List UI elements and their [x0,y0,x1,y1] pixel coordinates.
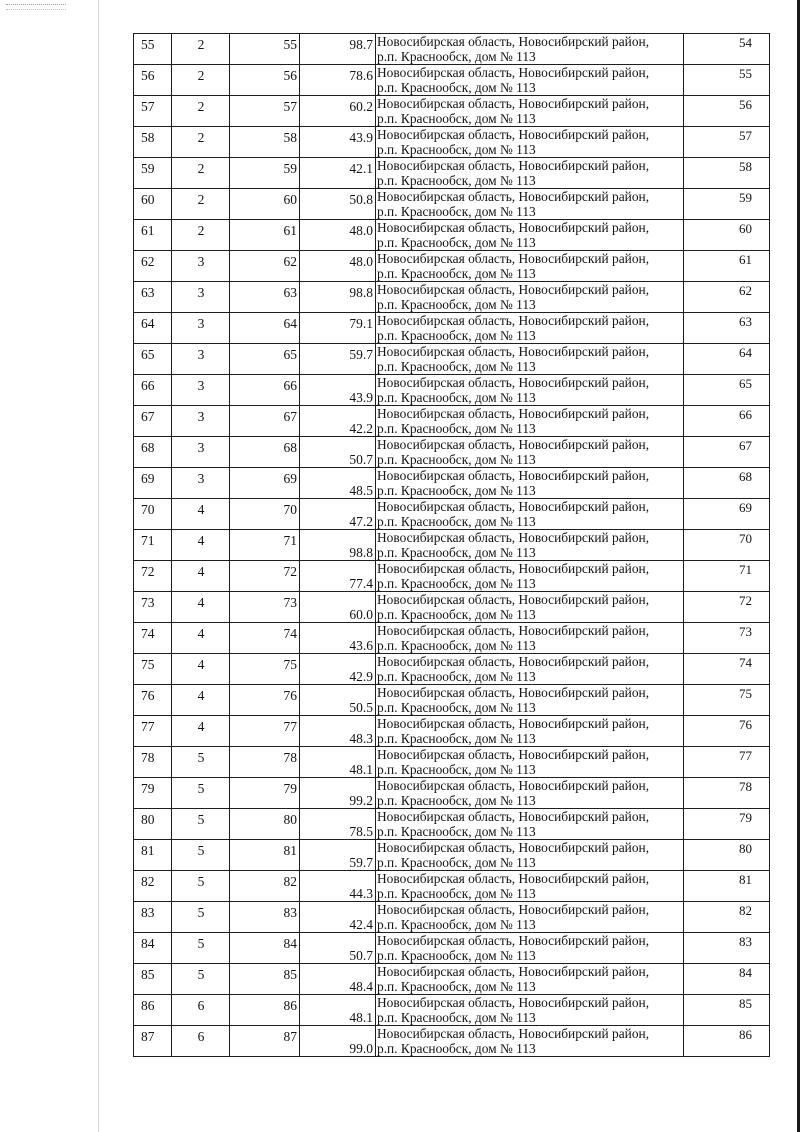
apartment-number: 78 [283,750,297,765]
apartment-number: 85 [283,967,297,982]
apartment-number: 63 [283,285,297,300]
record-index: 81 [739,872,752,887]
row-number: 55 [141,37,155,52]
record-index: 66 [739,407,752,422]
address-cell [377,531,677,560]
row-number: 80 [141,812,155,827]
address-line-1: Новосибирская область, Новосибирский район, [377,561,650,576]
address-line-1: Новосибирская область, Новосибирский район, [377,964,650,979]
apartment-number: 59 [283,161,297,176]
apartment-area: 48.5 [349,483,373,498]
row-number: 56 [141,68,155,83]
apartment-area: 48.1 [349,762,373,777]
grid-line-vertical [133,33,134,1057]
record-index: 75 [739,686,752,701]
address-line-1: Новосибирская область, Новосибирский район, [377,127,650,142]
row-number: 75 [141,657,155,672]
apartment-area: 78.5 [349,824,373,839]
grid-line-vertical [683,33,684,1057]
row-number: 68 [141,440,155,455]
grid-line-vertical [171,33,172,1057]
address-cell [377,252,677,281]
row-number: 61 [141,223,155,238]
record-index: 56 [739,97,752,112]
row-number: 83 [141,905,155,920]
floor-number: 4 [197,657,205,672]
address-cell [377,934,677,963]
address-line-1: Новосибирская область, Новосибирский район, [377,189,650,204]
address-line-2: р.п. Краснообск, дом № 113 [377,606,536,622]
address-line-1: Новосибирская область, Новосибирский район, [377,592,650,607]
row-number: 64 [141,316,155,331]
row-number: 66 [141,378,155,393]
apartment-area: 48.1 [349,1010,373,1025]
apartment-area: 59.7 [349,855,373,870]
apartment-area: 50.7 [349,948,373,963]
apartment-number: 83 [283,905,297,920]
apartment-area: 59.7 [349,347,373,362]
row-number: 78 [141,750,155,765]
apartment-number: 62 [283,254,297,269]
row-number: 87 [141,1029,155,1044]
record-index: 58 [739,159,752,174]
address-line-2: р.п. Краснообск, дом № 113 [377,978,536,994]
apartment-area: 60.0 [349,607,373,622]
address-cell [377,221,677,250]
address-line-1: Новосибирская область, Новосибирский район, [377,623,650,638]
record-index: 77 [739,748,752,763]
apartment-number: 71 [283,533,297,548]
address-cell [377,407,677,436]
address-line-1: Новосибирская область, Новосибирский район, [377,251,650,266]
address-line-2: р.п. Краснообск, дом № 113 [377,916,536,932]
floor-number: 5 [197,967,205,982]
address-line-1: Новосибирская область, Новосибирский район, [377,34,650,49]
address-line-2: р.п. Краснообск, дом № 113 [377,265,536,281]
apartment-number: 80 [283,812,297,827]
floor-number: 2 [197,68,205,83]
address-line-2: р.п. Краснообск, дом № 113 [377,389,536,405]
floor-number: 2 [197,192,205,207]
apartment-number: 79 [283,781,297,796]
address-line-2: р.п. Краснообск, дом № 113 [377,141,536,157]
record-index: 71 [739,562,752,577]
address-line-1: Новосибирская область, Новосибирский район, [377,840,650,855]
apartment-number: 60 [283,192,297,207]
record-index: 67 [739,438,752,453]
floor-number: 5 [197,750,205,765]
record-index: 55 [739,66,752,81]
address-line-2: р.п. Краснообск, дом № 113 [377,699,536,715]
address-cell [377,841,677,870]
address-cell [377,593,677,622]
apartment-area: 98.8 [349,545,373,560]
row-number: 84 [141,936,155,951]
floor-number: 5 [197,812,205,827]
address-line-2: р.п. Краснообск, дом № 113 [377,482,536,498]
address-line-1: Новосибирская область, Новосибирский район, [377,933,650,948]
apartment-number: 61 [283,223,297,238]
address-line-1: Новосибирская область, Новосибирский район, [377,313,650,328]
address-line-1: Новосибирская область, Новосибирский район, [377,220,650,235]
apartment-number: 68 [283,440,297,455]
apartment-number: 69 [283,471,297,486]
address-cell [377,66,677,95]
address-line-1: Новосибирская область, Новосибирский район, [377,65,650,80]
apartment-area: 79.1 [349,316,373,331]
record-index: 85 [739,996,752,1011]
address-cell [377,872,677,901]
address-line-2: р.п. Краснообск, дом № 113 [377,358,536,374]
floor-number: 3 [197,254,205,269]
address-line-1: Новосибирская область, Новосибирский район, [377,902,650,917]
apartment-area: 48.3 [349,731,373,746]
floor-number: 2 [197,99,205,114]
address-cell [377,562,677,591]
apartment-number: 72 [283,564,297,579]
address-line-1: Новосибирская область, Новосибирский район, [377,654,650,669]
address-line-2: р.п. Краснообск, дом № 113 [377,513,536,529]
row-number: 81 [141,843,155,858]
row-number: 69 [141,471,155,486]
apartment-area: 42.1 [349,161,373,176]
apartment-registry-table [133,33,769,1056]
address-cell [377,500,677,529]
address-line-1: Новосибирская область, Новосибирский район, [377,375,650,390]
row-number: 74 [141,626,155,641]
apartment-number: 84 [283,936,297,951]
address-cell [377,314,677,343]
row-number: 58 [141,130,155,145]
record-index: 76 [739,717,752,732]
floor-number: 3 [197,285,205,300]
address-line-2: р.п. Краснообск, дом № 113 [377,575,536,591]
apartment-number: 82 [283,874,297,889]
address-cell [377,686,677,715]
record-index: 82 [739,903,752,918]
grid-line-vertical [769,33,770,1057]
apartment-number: 67 [283,409,297,424]
grid-line-vertical [375,33,376,1057]
apartment-area: 99.2 [349,793,373,808]
address-line-2: р.п. Краснообск, дом № 113 [377,79,536,95]
floor-number: 2 [197,223,205,238]
row-number: 77 [141,719,155,734]
address-line-1: Новосибирская область, Новосибирский район, [377,809,650,824]
floor-number: 5 [197,874,205,889]
record-index: 69 [739,500,752,515]
apartment-area: 50.8 [349,192,373,207]
address-line-2: р.п. Краснообск, дом № 113 [377,48,536,64]
record-index: 78 [739,779,752,794]
record-index: 70 [739,531,752,546]
grid-line-vertical [299,33,300,1057]
address-line-2: р.п. Краснообск, дом № 113 [377,761,536,777]
address-line-2: р.п. Краснообск, дом № 113 [377,1009,536,1025]
address-cell [377,190,677,219]
address-line-1: Новосибирская область, Новосибирский район, [377,344,650,359]
row-number: 76 [141,688,155,703]
record-index: 63 [739,314,752,329]
floor-number: 4 [197,595,205,610]
row-number: 82 [141,874,155,889]
apartment-number: 70 [283,502,297,517]
row-number: 65 [141,347,155,362]
apartment-number: 55 [283,37,297,52]
address-cell [377,128,677,157]
apartment-number: 77 [283,719,297,734]
apartment-area: 50.7 [349,452,373,467]
floor-number: 4 [197,533,205,548]
floor-number: 6 [197,1029,205,1044]
apartment-area: 50.5 [349,700,373,715]
address-cell [377,996,677,1025]
record-index: 72 [739,593,752,608]
floor-number: 3 [197,316,205,331]
apartment-area: 98.7 [349,37,373,52]
row-number: 79 [141,781,155,796]
address-line-1: Новосибирская область, Новосибирский район, [377,499,650,514]
address-line-1: Новосибирская область, Новосибирский район, [377,96,650,111]
apartment-number: 76 [283,688,297,703]
row-number: 60 [141,192,155,207]
apartment-number: 64 [283,316,297,331]
floor-number: 4 [197,688,205,703]
floor-number: 3 [197,409,205,424]
apartment-number: 87 [283,1029,297,1044]
address-cell [377,903,677,932]
apartment-area: 78.6 [349,68,373,83]
apartment-number: 75 [283,657,297,672]
address-line-2: р.п. Краснообск, дом № 113 [377,730,536,746]
address-line-1: Новосибирская область, Новосибирский район, [377,282,650,297]
apartment-area: 42.9 [349,669,373,684]
floor-number: 3 [197,471,205,486]
address-line-2: р.п. Краснообск, дом № 113 [377,947,536,963]
record-index: 65 [739,376,752,391]
floor-number: 4 [197,719,205,734]
address-line-2: р.п. Краснообск, дом № 113 [377,451,536,467]
floor-number: 2 [197,130,205,145]
apartment-area: 47.2 [349,514,373,529]
floor-number: 3 [197,347,205,362]
address-line-2: р.п. Краснообск, дом № 113 [377,172,536,188]
apartment-number: 81 [283,843,297,858]
record-index: 57 [739,128,752,143]
apartment-number: 73 [283,595,297,610]
apartment-area: 43.6 [349,638,373,653]
address-line-2: р.п. Краснообск, дом № 113 [377,637,536,653]
floor-number: 2 [197,161,205,176]
floor-number: 4 [197,502,205,517]
address-line-2: р.п. Краснообск, дом № 113 [377,668,536,684]
floor-number: 4 [197,626,205,641]
apartment-area: 43.9 [349,130,373,145]
row-number: 71 [141,533,155,548]
page-edge-left [98,0,99,1132]
apartment-area: 48.4 [349,979,373,994]
floor-number: 2 [197,37,205,52]
address-line-2: р.п. Краснообск, дом № 113 [377,823,536,839]
address-cell [377,655,677,684]
address-cell [377,965,677,994]
record-index: 64 [739,345,752,360]
address-cell [377,810,677,839]
row-number: 57 [141,99,155,114]
floor-number: 5 [197,936,205,951]
address-line-1: Новосибирская область, Новосибирский район, [377,158,650,173]
apartment-area: 44.3 [349,886,373,901]
address-line-1: Новосибирская область, Новосибирский район, [377,685,650,700]
record-index: 62 [739,283,752,298]
record-index: 73 [739,624,752,639]
apartment-area: 60.2 [349,99,373,114]
grid-line-vertical [229,33,230,1057]
address-line-2: р.п. Краснообск, дом № 113 [377,296,536,312]
apartment-number: 57 [283,99,297,114]
record-index: 54 [739,35,752,50]
row-number: 63 [141,285,155,300]
address-cell [377,748,677,777]
record-index: 80 [739,841,752,856]
address-line-1: Новосибирская область, Новосибирский район, [377,778,650,793]
address-cell [377,438,677,467]
address-line-1: Новосибирская область, Новосибирский район, [377,437,650,452]
address-line-2: р.п. Краснообск, дом № 113 [377,854,536,870]
row-number: 59 [141,161,155,176]
apartment-number: 86 [283,998,297,1013]
address-line-1: Новосибирская область, Новосибирский район, [377,716,650,731]
apartment-number: 66 [283,378,297,393]
address-cell [377,376,677,405]
address-cell [377,624,677,653]
row-number: 70 [141,502,155,517]
apartment-area: 99.0 [349,1041,373,1056]
address-line-1: Новосибирская область, Новосибирский район, [377,530,650,545]
address-cell [377,35,677,64]
apartment-number: 74 [283,626,297,641]
record-index: 79 [739,810,752,825]
address-cell [377,1027,677,1056]
record-index: 68 [739,469,752,484]
address-cell [377,97,677,126]
record-index: 61 [739,252,752,267]
address-line-2: р.п. Краснообск, дом № 113 [377,327,536,343]
address-line-2: р.п. Краснообск, дом № 113 [377,544,536,560]
apartment-number: 65 [283,347,297,362]
row-number: 85 [141,967,155,982]
address-line-1: Новосибирская область, Новосибирский район, [377,1026,650,1041]
address-cell [377,779,677,808]
record-index: 60 [739,221,752,236]
address-cell [377,283,677,312]
floor-number: 5 [197,781,205,796]
row-number: 86 [141,998,155,1013]
row-number: 62 [141,254,155,269]
apartment-area: 77.4 [349,576,373,591]
address-line-1: Новосибирская область, Новосибирский район, [377,468,650,483]
scan-mark [6,4,66,10]
address-line-2: р.п. Краснообск, дом № 113 [377,110,536,126]
address-line-2: р.п. Краснообск, дом № 113 [377,203,536,219]
address-line-2: р.п. Краснообск, дом № 113 [377,234,536,250]
floor-number: 3 [197,440,205,455]
apartment-area: 48.0 [349,223,373,238]
address-cell [377,159,677,188]
record-index: 83 [739,934,752,949]
address-line-2: р.п. Краснообск, дом № 113 [377,420,536,436]
address-line-1: Новосибирская область, Новосибирский район, [377,995,650,1010]
address-cell [377,469,677,498]
address-line-2: р.п. Краснообск, дом № 113 [377,792,536,808]
apartment-number: 58 [283,130,297,145]
apartment-area: 42.2 [349,421,373,436]
record-index: 74 [739,655,752,670]
floor-number: 4 [197,564,205,579]
apartment-area: 48.0 [349,254,373,269]
address-line-1: Новосибирская область, Новосибирский район, [377,871,650,886]
floor-number: 6 [197,998,205,1013]
apartment-area: 98.8 [349,285,373,300]
floor-number: 3 [197,378,205,393]
address-line-2: р.п. Краснообск, дом № 113 [377,885,536,901]
apartment-area: 43.9 [349,390,373,405]
record-index: 86 [739,1027,752,1042]
row-number: 72 [141,564,155,579]
row-number: 67 [141,409,155,424]
address-line-1: Новосибирская область, Новосибирский район, [377,406,650,421]
apartment-area: 42.4 [349,917,373,932]
address-cell [377,717,677,746]
address-line-1: Новосибирская область, Новосибирский район, [377,747,650,762]
apartment-number: 56 [283,68,297,83]
record-index: 59 [739,190,752,205]
address-cell [377,345,677,374]
floor-number: 5 [197,905,205,920]
row-number: 73 [141,595,155,610]
record-index: 84 [739,965,752,980]
address-line-2: р.п. Краснообск, дом № 113 [377,1040,536,1056]
floor-number: 5 [197,843,205,858]
